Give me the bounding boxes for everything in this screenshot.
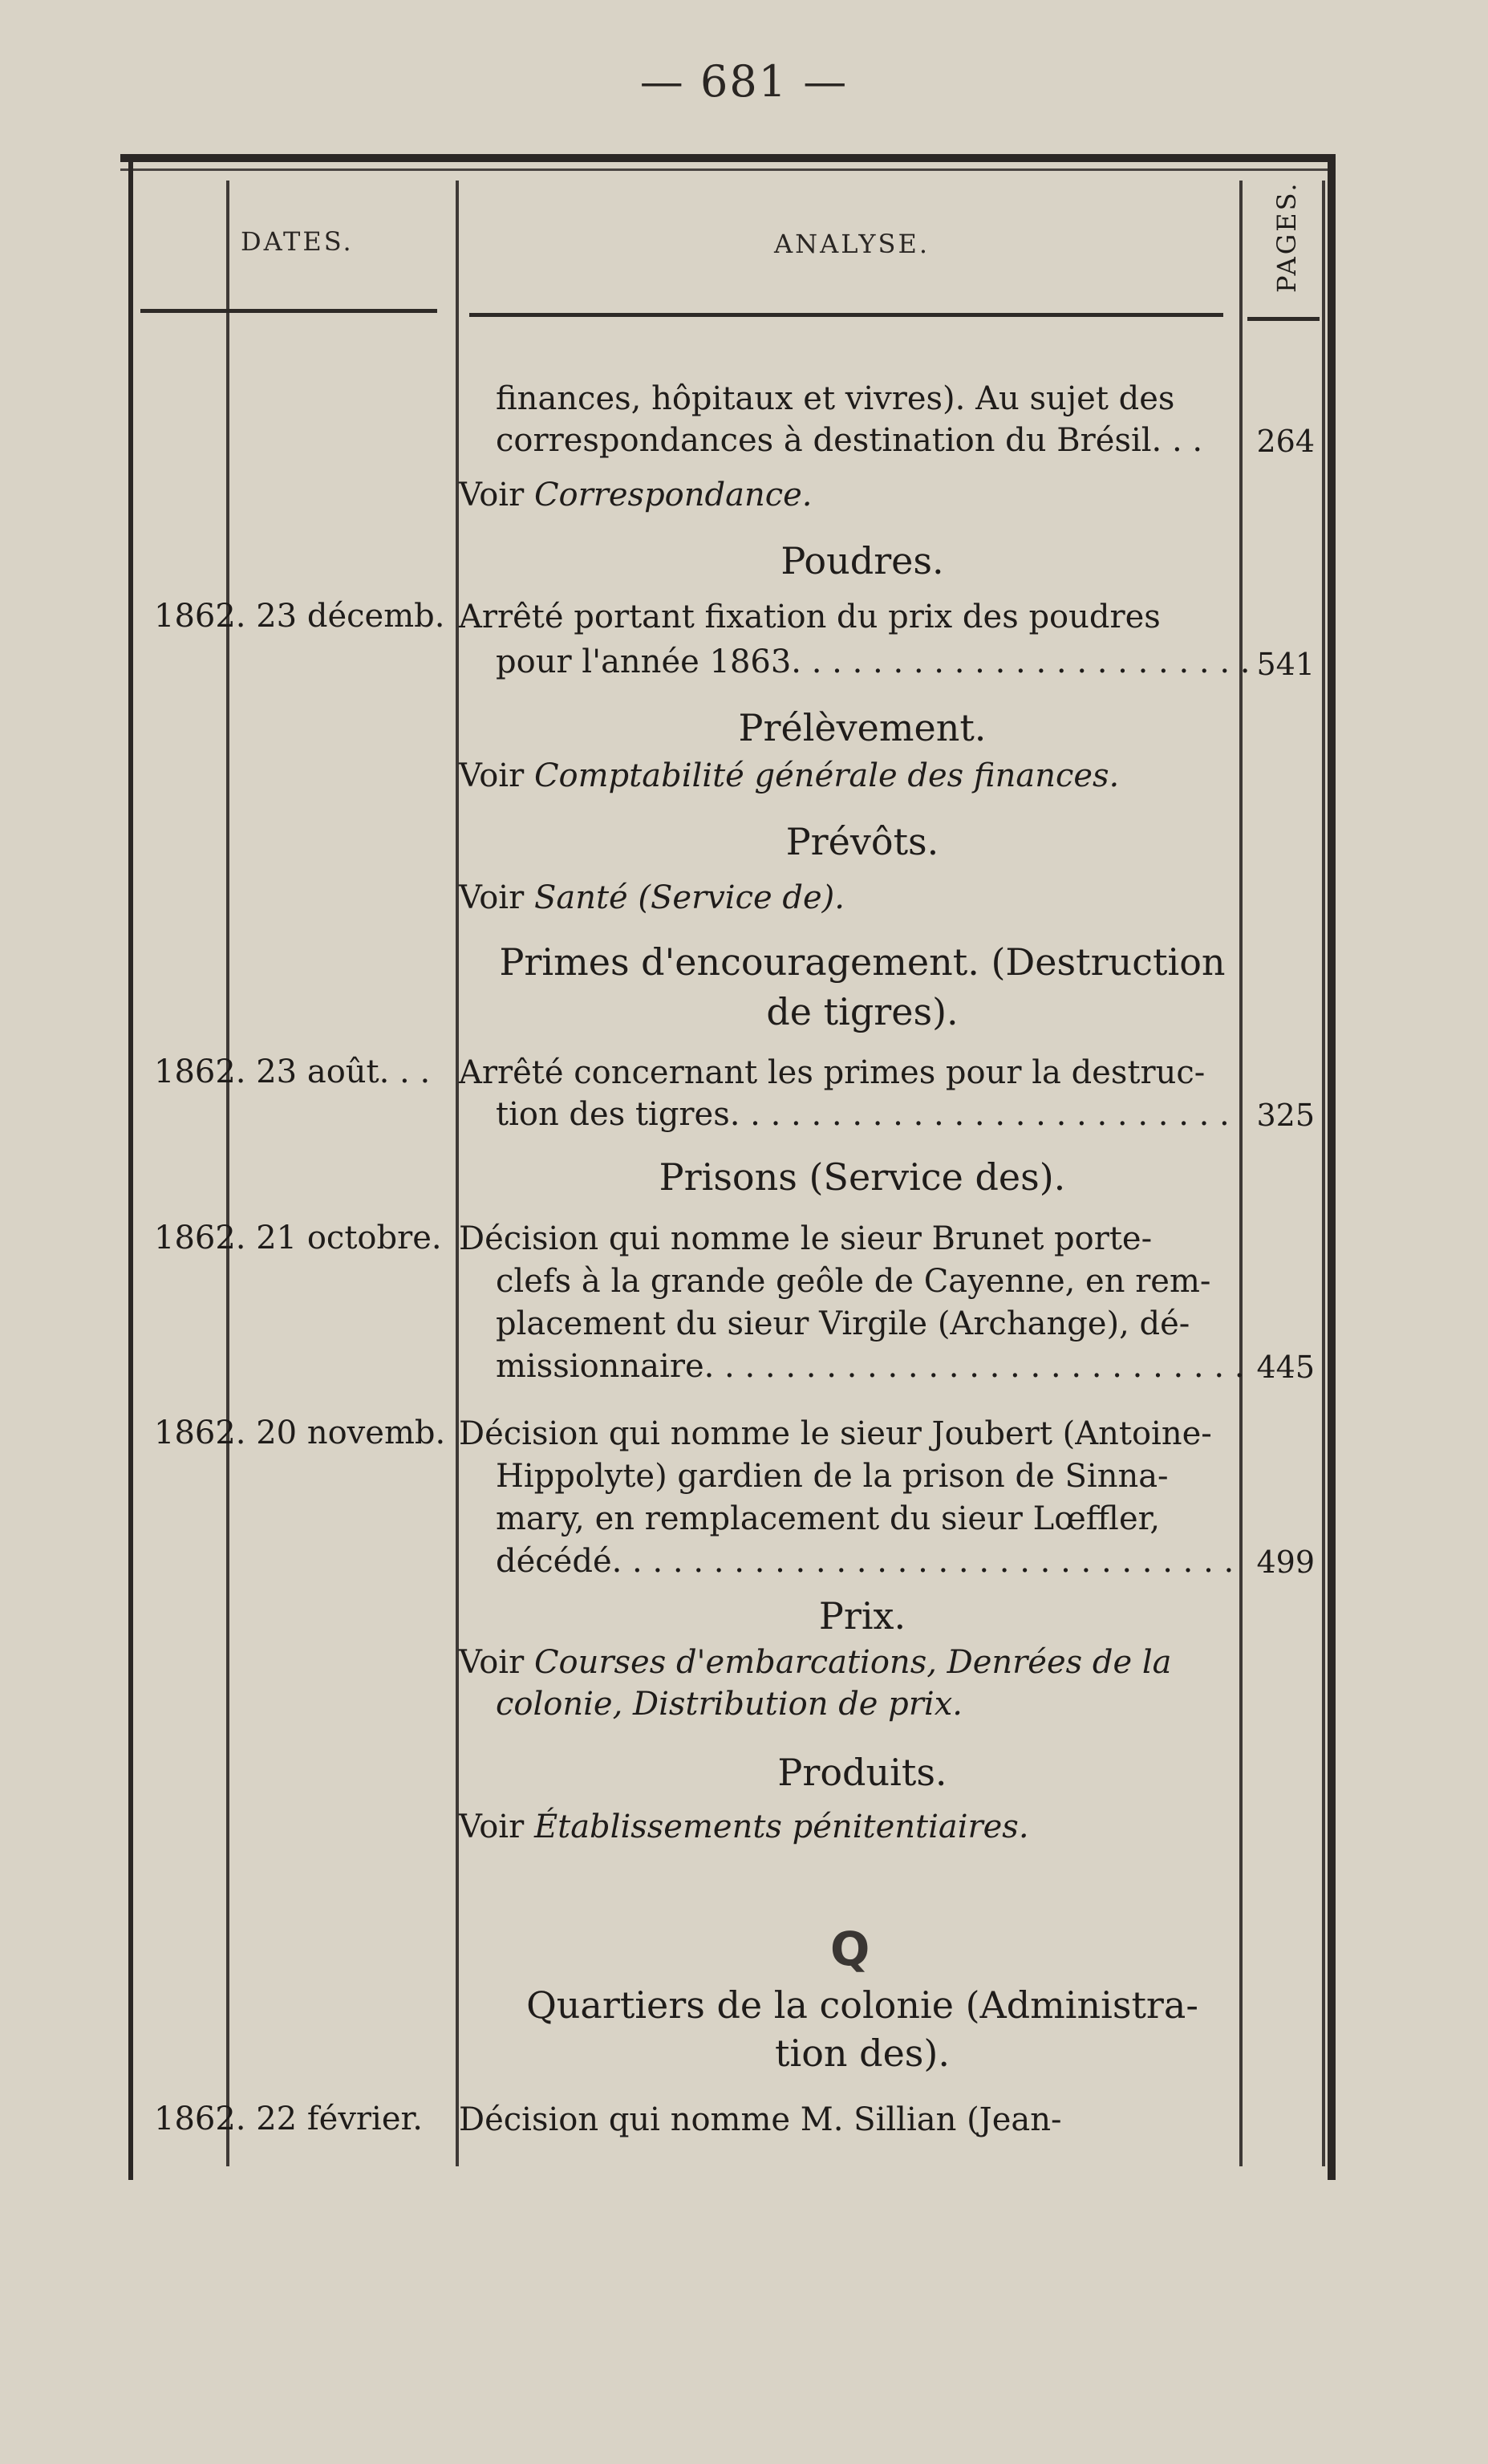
- index-heading: Prisons (Service des).: [659, 1155, 1066, 1199]
- top-rule: [120, 154, 1336, 162]
- see-also: [459, 473, 813, 517]
- see-also: [459, 1641, 1172, 1684]
- entry-line: pour l'année 1863. . . . . . . . . . . . . . . . . . . . . . .: [496, 643, 1251, 680]
- entry-line: finances, hôpitaux et vivres). Au sujet des: [496, 380, 1175, 417]
- header-underline-analysis: [469, 313, 1223, 317]
- entry-date: 1862. 22 février.: [154, 2101, 423, 2137]
- index-heading: Prélèvement.: [738, 706, 987, 749]
- see-prefix: Voir: [459, 1644, 534, 1681]
- entry-line: placement du sieur Virgile (Archange), dé-: [496, 1305, 1190, 1342]
- entry-line: Décision qui nomme le sieur Brunet porte-: [459, 1220, 1153, 1257]
- page-ref: 264: [1256, 424, 1315, 459]
- index-heading: Primes d'encouragement. (Destruction: [499, 940, 1226, 984]
- entry-line: décédé. . . . . . . . . . . . . . . . . . . . . . . . . . . . . . .: [496, 1543, 1235, 1580]
- see-reference: colonie, Distribution de prix.: [496, 1686, 963, 1723]
- column-header-pages: PAGES.: [1271, 181, 1302, 293]
- page-ref: 499: [1256, 1545, 1315, 1580]
- see-prefix: Voir: [459, 879, 534, 916]
- page-number: — 681 —: [639, 56, 849, 107]
- section-letter: Q: [830, 1922, 870, 1976]
- index-heading: Produits.: [777, 1751, 947, 1794]
- see-reference: Comptabilité générale des finances.: [533, 757, 1120, 794]
- entry-line: Décision qui nomme M. Sillian (Jean-: [459, 2101, 1062, 2138]
- entry-line: missionnaire. . . . . . . . . . . . . . . . . . . . . . . . . . .: [496, 1348, 1245, 1385]
- index-heading: Quartiers de la colonie (Administra-: [526, 1983, 1198, 2027]
- index-heading: Poudres.: [780, 539, 944, 583]
- entry-date: 1862. 23 décemb.: [154, 598, 445, 635]
- see-also-continued: [496, 1683, 963, 1726]
- page-ref: 325: [1256, 1098, 1315, 1133]
- entry-line: clefs à la grande geôle de Cayenne, en rem-: [496, 1263, 1211, 1300]
- entry-line: mary, en remplacement du sieur Lœffler,: [496, 1500, 1161, 1537]
- see-prefix: Voir: [459, 477, 534, 514]
- see-reference: Établissements pénitentiaires.: [533, 1808, 1029, 1845]
- date-column-divider: [226, 181, 229, 2166]
- see-prefix: Voir: [459, 1808, 534, 1845]
- right-border: [1328, 154, 1336, 2180]
- see-also: [459, 1805, 1029, 1849]
- index-heading: de tigres).: [766, 990, 959, 1033]
- entry-date: 1862. 21 octobre.: [154, 1220, 442, 1256]
- top-rule-thin: [120, 168, 1336, 171]
- see-reference: Correspondance.: [533, 477, 813, 514]
- page-ref: 541: [1256, 647, 1315, 682]
- entry-line: tion des tigres. . . . . . . . . . . . . . . . . . . . . . . . .: [496, 1096, 1230, 1133]
- see-also: [459, 876, 845, 919]
- entry-line: correspondances à destination du Brésil. . .: [496, 422, 1203, 459]
- header-underline-dates: [140, 309, 437, 313]
- entry-line: Hippolyte) gardien de la prison de Sinna-: [496, 1458, 1169, 1495]
- entry-line: Arrêté concernant les primes pour la destruc-: [459, 1054, 1206, 1091]
- entry-date: 1862. 23 août. . .: [154, 1053, 431, 1090]
- see-prefix: Voir: [459, 757, 534, 794]
- page-ref-divider: [1322, 181, 1325, 2166]
- header-underline-pages: [1247, 317, 1320, 321]
- see-also: [459, 754, 1119, 798]
- index-heading: Prix.: [818, 1594, 906, 1638]
- column-header-analysis: ANALYSE.: [774, 229, 930, 259]
- page-ref: 445: [1256, 1350, 1315, 1385]
- see-reference: Courses d'embarcations, Denrées de la: [533, 1644, 1172, 1681]
- index-heading: tion des).: [775, 2032, 950, 2075]
- left-border: [128, 154, 133, 2180]
- entry-line: Arrêté portant fixation du prix des poudres: [459, 599, 1161, 635]
- see-reference: Santé (Service de).: [533, 879, 845, 916]
- column-header-dates: DATES.: [241, 226, 354, 257]
- entry-date: 1862. 20 novemb.: [154, 1415, 446, 1451]
- entry-line: Décision qui nomme le sieur Joubert (Antoine-: [459, 1415, 1212, 1452]
- index-heading: Prévôts.: [785, 820, 939, 863]
